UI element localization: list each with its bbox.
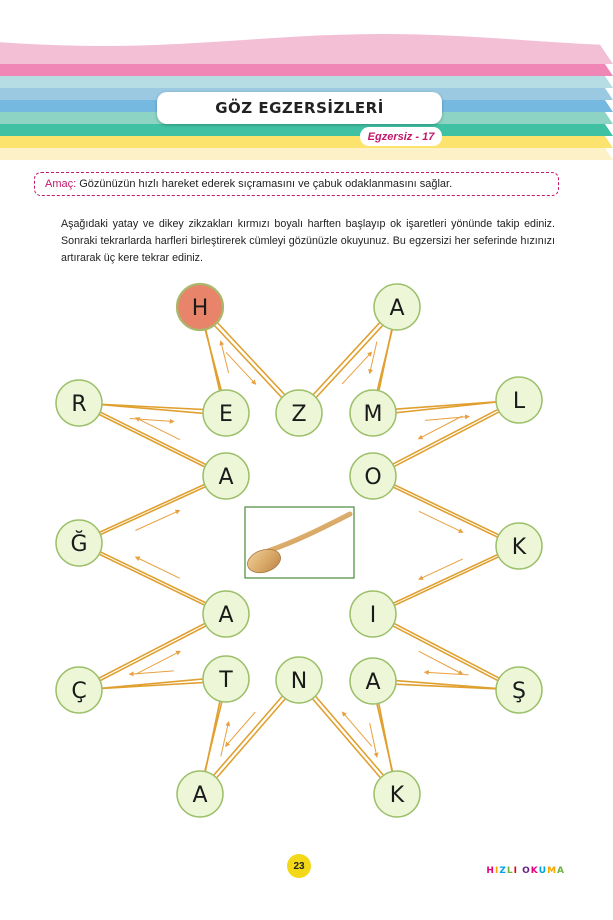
maze-letter: A <box>192 783 208 808</box>
maze-letter: H <box>191 296 209 321</box>
exercise-label: Egzersiz - 17 <box>367 130 435 143</box>
direction-arrow <box>226 352 256 384</box>
footer-brand-logo <box>486 866 565 876</box>
letter-circle <box>203 453 249 499</box>
brand-letter: U <box>538 866 548 876</box>
direction-arrow <box>419 651 463 674</box>
rainbow-wave-header <box>0 0 613 170</box>
brand-letter: Z <box>499 866 507 876</box>
letter-circle <box>350 591 396 637</box>
letter-circle <box>496 377 542 423</box>
direction-arrow <box>342 712 371 746</box>
maze-letter: Ş <box>512 679 526 704</box>
zigzag-maze <box>0 270 613 830</box>
direction-arrow <box>370 342 377 374</box>
letter-circle <box>56 380 102 426</box>
letter-circle <box>203 390 249 436</box>
direction-arrow <box>130 419 174 422</box>
brand-letter: O <box>522 866 531 876</box>
maze-letter: L <box>512 389 526 414</box>
brand-letter: M <box>547 866 558 876</box>
direction-arrow <box>226 712 256 746</box>
letter-circle <box>276 657 322 703</box>
page-title: GÖZ EGZERSİZLERİ <box>215 99 384 117</box>
maze-letter: A <box>218 603 234 628</box>
maze-letter: E <box>219 402 233 427</box>
letter-circle <box>56 667 102 713</box>
maze-letter: A <box>365 670 381 695</box>
letter-circle <box>276 390 322 436</box>
letter-circle <box>374 284 420 330</box>
page-number-badge <box>287 854 311 878</box>
maze-letter: K <box>389 783 405 808</box>
brand-letter: L <box>506 866 514 876</box>
instructions-text: Aşağıdaki yatay ve dikey zikzakları kırmızı boyalı harften başlayıp ok işaretleri yönünde takip ediniz. Sonraki tekrarlarda harfleri birleştirerek cümleyi gözünüzle okuyunuz. Bu egzersizi her seferinde hızınızı artırarak üç kere tekrar ediniz. <box>61 218 555 264</box>
maze-letter: Ç <box>71 679 87 704</box>
letter-circle <box>177 771 223 817</box>
direction-arrow <box>370 723 377 757</box>
letter-circle <box>350 453 396 499</box>
goal-box <box>34 172 559 196</box>
maze-letter: K <box>511 535 527 560</box>
letter-circle <box>496 523 542 569</box>
direction-arrow <box>425 417 469 421</box>
brand-letter: I <box>494 866 500 876</box>
maze-letter: Ğ <box>70 532 88 557</box>
letter-circle <box>203 591 249 637</box>
spoon-picture <box>244 507 354 578</box>
maze-letter: Z <box>291 402 307 427</box>
maze-letter: O <box>364 465 382 490</box>
brand-letter: H <box>486 866 495 876</box>
page-title-box <box>157 92 442 124</box>
maze-letter: R <box>71 392 87 417</box>
letter-circle <box>56 520 102 566</box>
direction-arrow <box>221 341 229 373</box>
brand-letter: A <box>557 866 565 876</box>
maze-letter: N <box>290 669 308 694</box>
maze-letter: A <box>218 465 234 490</box>
letter-circle <box>350 390 396 436</box>
maze-letter: T <box>219 668 233 693</box>
start-letter-circle <box>177 284 223 330</box>
maze-letter: I <box>369 603 377 628</box>
direction-arrow <box>221 722 229 757</box>
letter-circle <box>203 656 249 702</box>
maze-letter: M <box>363 402 383 427</box>
goal-label: Amaç: <box>45 178 77 190</box>
direction-arrow <box>342 352 371 384</box>
goal-text: Gözünüzün hızlı hareket ederek sıçramasını ve çabuk odaklanmasını sağlar. <box>79 178 453 190</box>
letter-circle <box>496 667 542 713</box>
brand-letter: K <box>530 866 539 876</box>
page-number: 23 <box>293 860 305 872</box>
maze-letter: A <box>389 296 405 321</box>
brand-letter: I <box>513 866 518 876</box>
letter-circle <box>374 771 420 817</box>
letter-circle <box>350 658 396 704</box>
exercise-badge <box>360 127 442 146</box>
